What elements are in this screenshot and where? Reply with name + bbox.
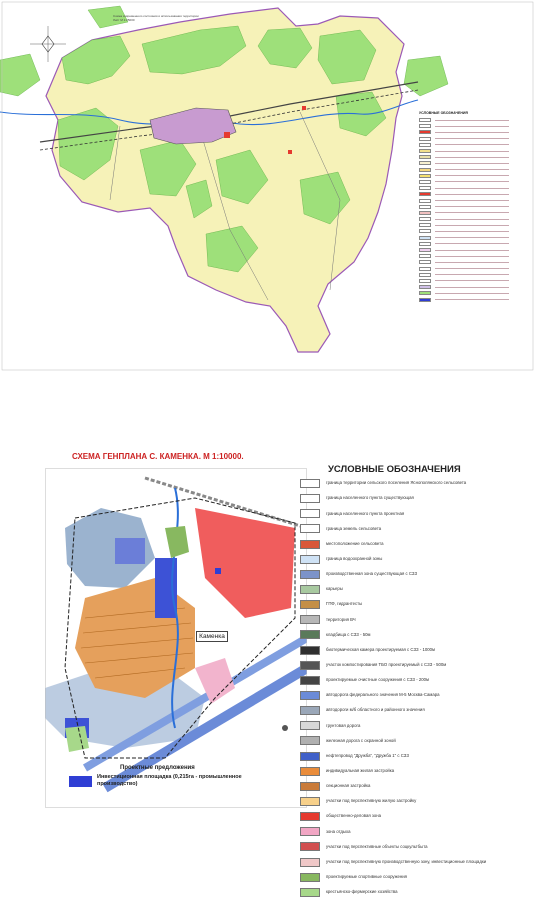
legend-swatch	[300, 600, 320, 609]
upper-legend-swatch	[419, 211, 431, 215]
legend-list	[300, 476, 532, 900]
legend-label: нефтепровод "Дружба", "Дружба 1" с СЗЗ	[326, 752, 409, 758]
upper-legend-swatch	[419, 130, 431, 134]
legend-item	[300, 718, 532, 733]
upper-legend-line	[435, 200, 509, 201]
legend-item	[300, 612, 532, 627]
legend-label: проектируемые спортивные сооружения	[326, 873, 407, 879]
upper-legend-line	[435, 144, 509, 145]
upper-legend-line	[435, 287, 509, 288]
investment-site-marker	[215, 568, 221, 574]
legend-swatch	[300, 736, 320, 745]
legend-swatch	[300, 691, 320, 700]
facility-marker	[288, 150, 292, 154]
legend-swatch	[300, 721, 320, 730]
legend-label: зона отдыха	[326, 828, 351, 834]
legend-item	[300, 688, 532, 703]
upper-legend-line	[435, 120, 509, 121]
legend-swatch	[300, 706, 320, 715]
legend-label: крестьянско-фермерские хозяйства	[326, 889, 398, 895]
upper-legend-line	[435, 126, 509, 127]
upper-legend-swatch	[419, 291, 431, 295]
legend-label: кладбища с СЗЗ - 50м	[326, 631, 371, 637]
upper-legend-swatch	[419, 229, 431, 233]
facility-marker	[302, 106, 306, 110]
legend-label: местоположение сельсовета	[326, 540, 384, 546]
legend-label: граница земель сельсовета	[326, 525, 382, 531]
upper-legend-swatch	[419, 137, 431, 141]
general-plan-map	[45, 468, 307, 808]
upper-legend-swatch	[419, 199, 431, 203]
legend-swatch	[300, 842, 320, 851]
legend-swatch	[300, 479, 320, 488]
legend-swatch	[300, 858, 320, 867]
legend-label: граница населенного пункта проектная	[326, 510, 405, 516]
legend-label: участок компостирования ТБО проектируемый с СЗЗ - 500м	[326, 662, 447, 667]
legend-swatch	[300, 494, 320, 503]
legend-swatch	[300, 767, 320, 776]
legend-item	[300, 703, 532, 718]
legend-item	[300, 582, 532, 597]
upper-legend-line	[435, 151, 509, 152]
upper-legend-title: УСЛОВНЫЕ ОБОЗНАЧЕНИЯ	[419, 111, 468, 115]
upper-legend-line	[435, 293, 509, 294]
legend-label: участки под перспективную жилую застройку	[326, 798, 417, 804]
legend-swatch	[300, 752, 320, 761]
legend-swatch	[300, 827, 320, 836]
upper-legend-line	[435, 163, 509, 164]
upper-legend-line	[435, 274, 509, 275]
upper-legend-swatch	[419, 223, 431, 227]
upper-legend-swatch	[419, 180, 431, 184]
legend-item	[300, 567, 532, 582]
legend-item	[300, 855, 532, 870]
upper-legend-line	[435, 206, 509, 207]
legend-item	[300, 749, 532, 764]
legend-swatch	[300, 524, 320, 533]
upper-legend-line	[435, 157, 509, 158]
upper-legend-line	[435, 138, 509, 139]
upper-legend-line	[435, 219, 509, 220]
legend-label: проектируемые очистные сооружения с СЗЗ - 200м	[326, 677, 429, 683]
legend-item	[300, 491, 532, 506]
facility-marker	[282, 725, 288, 731]
upper-legend-swatch	[419, 143, 431, 147]
legend-item	[300, 839, 532, 854]
upper-legend-swatch	[419, 260, 431, 264]
legend-label: граница населенного пункта существующая	[326, 495, 414, 501]
green-zone	[65, 726, 89, 752]
legend-label: автодороги м/б областного и районного значения	[326, 707, 425, 713]
proposals-title: Проектные предложения	[120, 765, 195, 771]
upper-legend-swatch	[419, 273, 431, 277]
legend-label: железная дорога с охранной зоной	[326, 737, 396, 743]
upper-legend-line	[435, 225, 509, 226]
upper-legend-swatch	[419, 254, 431, 258]
upper-legend-line	[435, 299, 509, 300]
legend-item	[300, 627, 532, 642]
upper-legend-line	[435, 175, 509, 176]
upper-legend-line	[435, 231, 509, 232]
legend-title: УСЛОВНЫЕ ОБОЗНАЧЕНИЯ	[328, 464, 461, 475]
legend-item	[300, 779, 532, 794]
legend-swatch	[300, 646, 320, 655]
upper-legend-line	[435, 194, 509, 195]
upper-legend-line	[435, 212, 509, 213]
upper-legend-swatch	[419, 155, 431, 159]
legend-label: автодорога федерального значения М-5 Москва-Самара	[326, 692, 440, 698]
legend-item	[300, 537, 532, 552]
legend-item	[300, 809, 532, 824]
upper-legend-item	[419, 296, 529, 302]
upper-legend-line	[435, 188, 509, 189]
upper-legend-swatch	[419, 279, 431, 283]
legend-item	[300, 824, 532, 839]
legend-swatch	[300, 888, 320, 897]
upper-legend-swatch	[419, 267, 431, 271]
legend-swatch	[300, 812, 320, 821]
legend-item	[300, 643, 532, 658]
legend-label: участки под перспективную производственную зону, инвестиционные площадки	[326, 858, 487, 864]
legend-item	[300, 673, 532, 688]
upper-legend-line	[435, 256, 509, 257]
upper-legend-swatch	[419, 124, 431, 128]
legend-item	[300, 597, 532, 612]
upper-legend-swatch	[419, 248, 431, 252]
upper-legend-swatch	[419, 118, 431, 122]
legend-swatch	[300, 615, 320, 624]
upper-legend-line	[435, 169, 509, 170]
legend-item	[300, 506, 532, 521]
upper-legend-swatch	[419, 217, 431, 221]
upper-legend-line	[435, 243, 509, 244]
legend-swatch	[300, 630, 320, 639]
legend-label: ГПФ, гидрантесты	[326, 601, 363, 607]
legend-label: биотермическая камера проектируемая с СЗЗ - 1000м	[326, 646, 435, 652]
legend-item	[300, 794, 532, 809]
settlement-label-box: Каменка	[196, 631, 228, 642]
upper-map-title: Схема современного состояния и использования территории Лист M 1:25000	[113, 14, 199, 22]
upper-legend-swatch	[419, 186, 431, 190]
legend-swatch	[300, 797, 320, 806]
upper-legend	[419, 117, 529, 303]
upper-legend-swatch	[419, 242, 431, 246]
upper-legend-swatch	[419, 161, 431, 165]
facility-marker	[224, 132, 230, 138]
legend-swatch	[300, 661, 320, 670]
upper-legend-swatch	[419, 174, 431, 178]
legend-label: граница водоохранной зоны	[326, 556, 383, 562]
legend-item	[300, 870, 532, 885]
legend-swatch	[300, 585, 320, 594]
upper-legend-swatch	[419, 149, 431, 153]
legend-label: секционная застройка	[326, 783, 371, 789]
upper-legend-line	[435, 250, 509, 251]
legend-label: территория ВЧ	[326, 616, 356, 622]
legend-item	[300, 552, 532, 567]
investment-site-swatch	[69, 776, 92, 787]
upper-legend-line	[435, 280, 509, 281]
legend-swatch	[300, 782, 320, 791]
upper-legend-swatch	[419, 285, 431, 289]
legend-label: грунтовая дорога	[326, 722, 361, 728]
legend-swatch	[300, 570, 320, 579]
legend-swatch	[300, 676, 320, 685]
legend-swatch	[300, 555, 320, 564]
upper-legend-line	[435, 262, 509, 263]
upper-legend-line	[435, 237, 509, 238]
legend-label: производственная зона существующая с СЗЗ	[326, 571, 418, 577]
legend-swatch	[300, 509, 320, 518]
investment-site-label: Инвестиционная площадка (0,215га - промышленное производство)	[97, 774, 242, 788]
legend-swatch	[300, 540, 320, 549]
upper-legend-line	[435, 181, 509, 182]
legend-item	[300, 885, 532, 900]
upper-legend-swatch	[419, 168, 431, 172]
upper-legend-line	[435, 132, 509, 133]
legend-item	[300, 764, 532, 779]
upper-legend-swatch	[419, 236, 431, 240]
upper-legend-line	[435, 268, 509, 269]
upper-legend-swatch	[419, 192, 431, 196]
upper-legend-swatch	[419, 298, 431, 302]
legend-item	[300, 476, 532, 491]
legend-item	[300, 521, 532, 536]
upper-legend-swatch	[419, 205, 431, 209]
legend-label: индивидуальная жилая застройка	[326, 767, 395, 773]
legend-swatch	[300, 873, 320, 882]
legend-item	[300, 658, 532, 673]
legend-label: общественно-деловая зона	[326, 813, 381, 819]
genplan-heading: СХЕМА ГЕНПЛАНА С. КАМЕНКА. М 1:10000.	[72, 452, 244, 461]
legend-label: участки под перспективные объекты соцкультбыта	[326, 843, 428, 849]
production-zone	[115, 538, 145, 564]
legend-label: карьеры	[326, 586, 343, 592]
legend-label: граница территории сельского поселения Яснополянского сельсовета	[326, 480, 467, 486]
legend-item	[300, 733, 532, 748]
